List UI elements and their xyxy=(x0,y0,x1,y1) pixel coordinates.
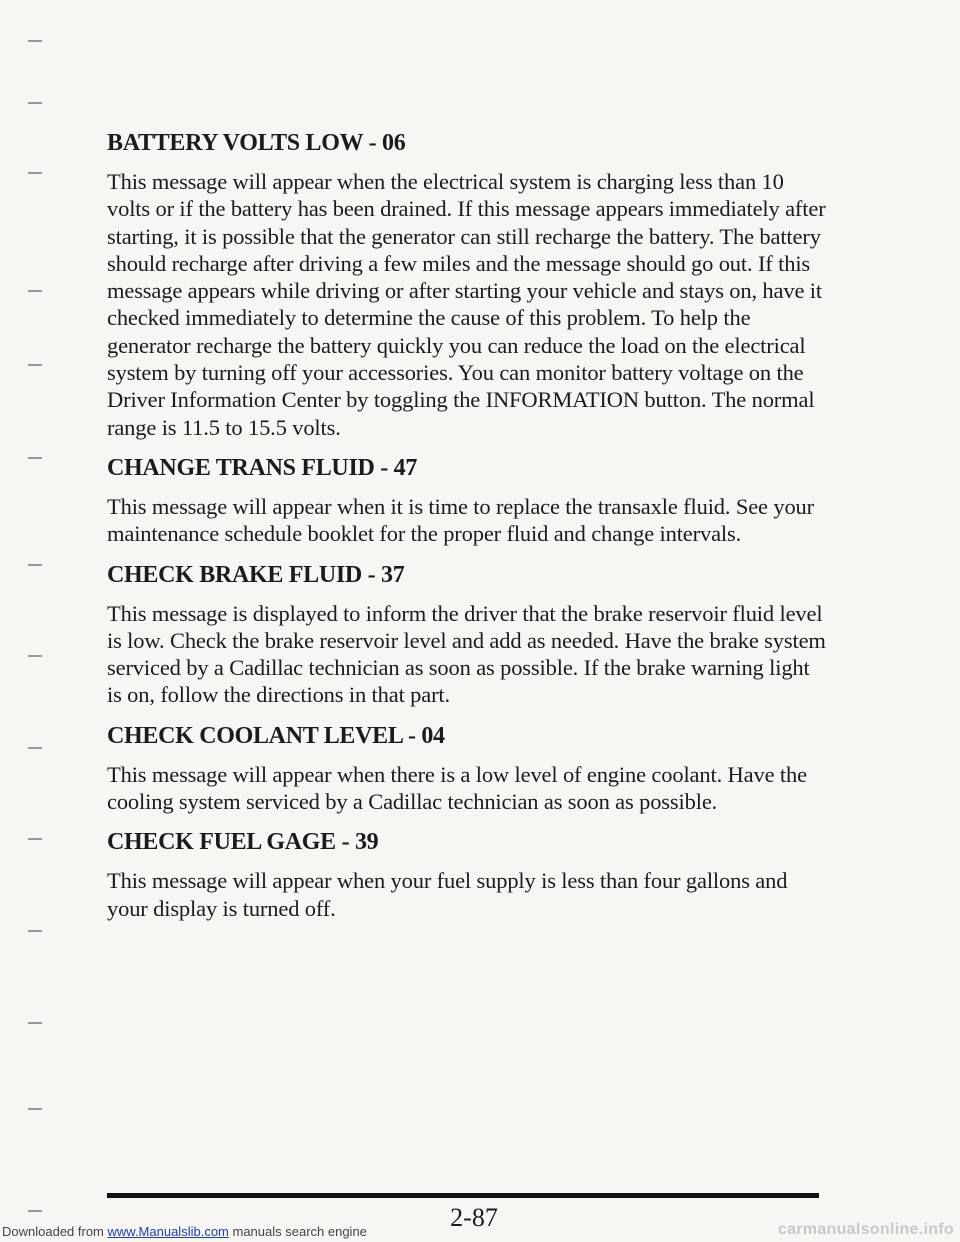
margin-tick xyxy=(28,1108,42,1110)
margin-tick xyxy=(28,747,42,749)
margin-tick xyxy=(28,457,42,459)
section-change-trans-fluid xyxy=(107,453,827,548)
section-heading: BATTERY VOLTS LOW - 06 xyxy=(107,130,406,156)
section-body: This message will appear when there is a low level of engine coolant. Have the cooling system serviced by a Cadillac technician as soon as possible. xyxy=(107,761,807,815)
margin-tick xyxy=(28,290,42,292)
section-battery-volts-low xyxy=(107,128,827,441)
margin-tick xyxy=(28,655,42,657)
watermark: carmanualsonline.info xyxy=(777,1221,954,1238)
footer-rule xyxy=(107,1193,819,1198)
section-body: This message will appear when your fuel supply is less than four gallons and your display is turned off. xyxy=(107,868,788,921)
margin-tick xyxy=(28,930,42,932)
section-check-fuel-gage xyxy=(107,827,827,922)
section-check-coolant-level xyxy=(107,721,827,816)
section-body: This message will appear when the electrical system is charging less than 10 volts or if the battery has been drained. If this message appears immediately after starting, it is possible that the generator can still recharge the battery. The battery should recharge after driving a few miles and the message should go out. If this message appears while driving or after starting your vehicle and stays on, have it checked immediately to determine the cause of this problem. To help the generator recharge the battery quickly you can reduce the load on the electrical system by turning off your accessories. You can monitor battery voltage on the Driver Information Center by toggling the INFORMATION button. The normal range is 11.5 to 15.5 volts. xyxy=(107,169,826,440)
download-footer xyxy=(0,1224,367,1239)
section-heading: CHECK FUEL GAGE - 39 xyxy=(107,829,379,856)
margin-tick xyxy=(28,838,42,840)
margin-tick xyxy=(28,1022,42,1024)
margin-tick xyxy=(28,364,42,366)
margin-tick xyxy=(28,172,42,174)
margin-tick xyxy=(28,564,42,566)
page-content xyxy=(107,128,827,934)
manualslib-link[interactable]: www.Manualslib.com xyxy=(107,1224,229,1239)
footer-prefix: Downloaded from xyxy=(2,1224,108,1239)
section-heading: CHECK BRAKE FLUID - 37 xyxy=(107,561,405,588)
section-heading: CHANGE TRANS FLUID - 47 xyxy=(107,454,418,481)
page-number-text: 2-87 xyxy=(450,1203,498,1232)
margin-tick-marks xyxy=(28,0,48,1242)
section-body: This message is displayed to inform the driver that the brake reservoir fluid level is low. Check the brake reservoir level and add as needed. Have the brake system serviced by a Cadillac technician as soon as possible. If the brake warning light is on, follow the directions in that part. xyxy=(107,600,826,708)
section-body: This message will appear when it is time to replace the transaxle fluid. See your maintenance schedule booklet for the proper fluid and change intervals. xyxy=(107,493,815,547)
margin-tick xyxy=(28,102,42,104)
section-heading: CHECK COOLANT LEVEL - 04 xyxy=(107,722,445,749)
footer-suffix: manuals search engine xyxy=(228,1224,367,1239)
section-check-brake-fluid xyxy=(107,560,827,709)
margin-tick xyxy=(28,40,42,42)
